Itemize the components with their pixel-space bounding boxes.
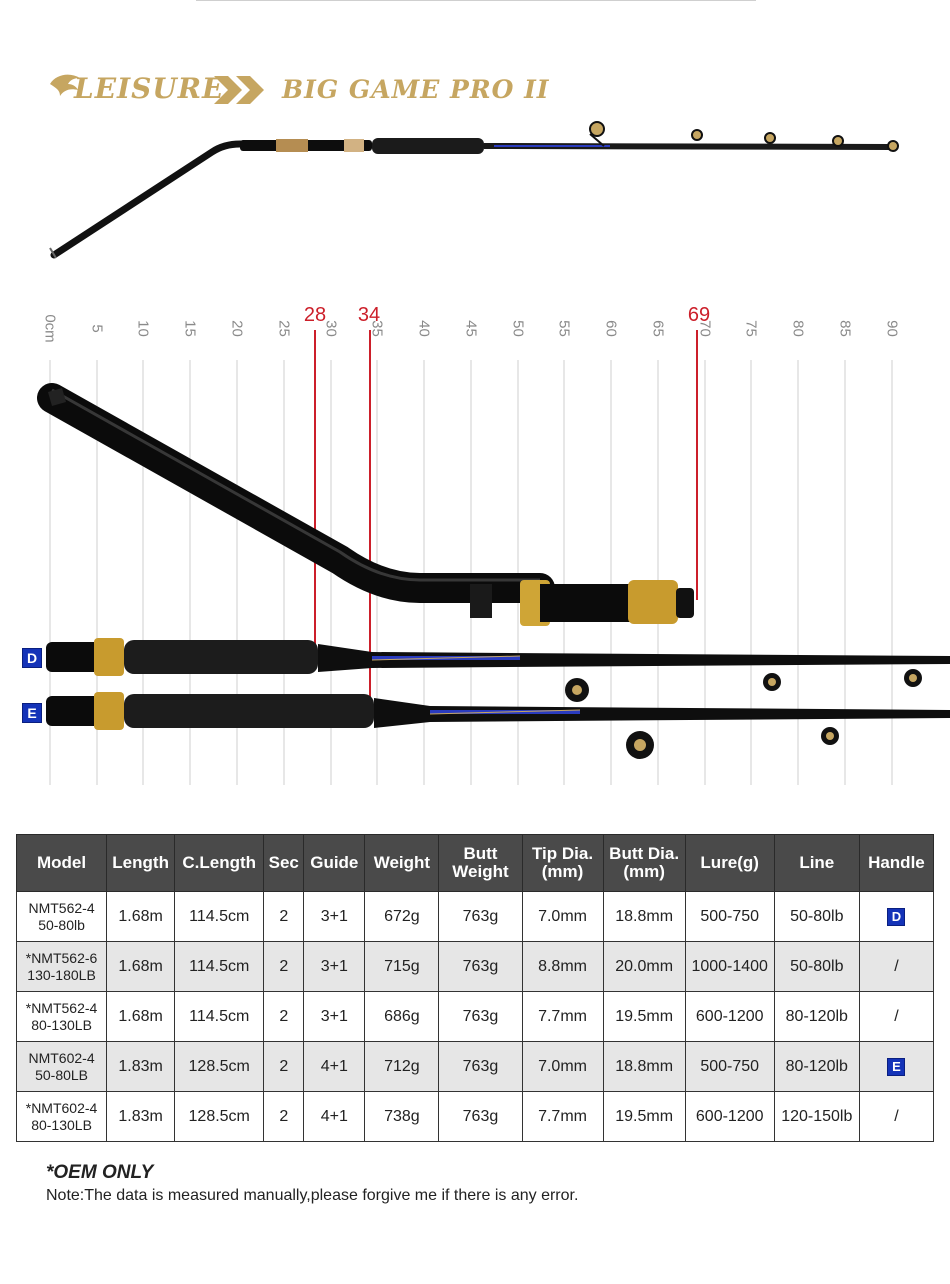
header-guide: Guide — [304, 835, 365, 892]
cell-tip-dia: 8.8mm — [522, 942, 603, 992]
ruler-tick-label: 25 — [275, 320, 293, 337]
handle-badge: E — [887, 1058, 905, 1076]
table-header-row — [17, 835, 934, 892]
model-rating: 130-180LB — [27, 966, 96, 983]
cell-c-length: 114.5cm — [175, 942, 264, 992]
header-weight: Weight — [365, 835, 439, 892]
cell-butt-dia: 19.5mm — [603, 1092, 685, 1142]
cell-length: 1.68m — [107, 942, 175, 992]
measurement-note: Note:The data is measured manually,please forgive me if there is any error. — [46, 1187, 579, 1204]
handle-e-rod — [46, 692, 950, 759]
model-code: *NMT562-4 — [25, 999, 98, 1016]
cell-tip-dia: 7.0mm — [522, 1042, 603, 1092]
cell-guide: 4+1 — [304, 1092, 365, 1142]
cell-guide: 4+1 — [304, 1042, 365, 1092]
header-sec: Sec — [264, 835, 304, 892]
brand-name: LEISURE — [74, 72, 225, 105]
ruler-tick-label: 20 — [228, 320, 246, 337]
header-lure: Lure(g) — [685, 835, 774, 892]
handle-e-badge: E — [22, 703, 42, 723]
product-name: BIG GAME PRO II — [282, 75, 550, 104]
oem-notice: *OEM ONLY — [46, 1162, 154, 1183]
cell-line: 80-120lb — [774, 1042, 859, 1092]
marker-label-28: 28 — [303, 304, 327, 326]
header-butt-weight-line2: Weight — [452, 862, 509, 881]
cell-butt-dia: 19.5mm — [603, 992, 685, 1042]
ruler-tick-label: 30 — [322, 320, 340, 337]
cell-line: 50-80lb — [774, 892, 859, 942]
cell-length: 1.83m — [107, 1042, 175, 1092]
header-butt-dia — [603, 835, 685, 892]
cell-butt-dia: 18.8mm — [603, 1042, 685, 1092]
table-row — [17, 1042, 934, 1092]
handle-d-badge: D — [22, 648, 42, 668]
cell-handle — [859, 1042, 933, 1092]
header-model: Model — [17, 835, 107, 892]
cell-c-length: 128.5cm — [175, 1092, 264, 1142]
cell-butt-weight: 763g — [439, 1092, 522, 1142]
cell-length: 1.68m — [107, 992, 175, 1042]
cell-handle: / — [859, 1092, 933, 1142]
cell-guide: 3+1 — [304, 892, 365, 942]
cell-tip-dia: 7.0mm — [522, 892, 603, 942]
cell-butt-weight: 763g — [439, 892, 522, 942]
cell-model — [17, 942, 107, 992]
cell-model — [17, 1092, 107, 1142]
cell-guide: 3+1 — [304, 992, 365, 1042]
header-handle: Handle — [859, 835, 933, 892]
header-line: Line — [774, 835, 859, 892]
marker-label-69: 69 — [687, 304, 711, 326]
ruler-tick-label: 75 — [742, 320, 760, 337]
table-row — [17, 1092, 934, 1142]
ruler-tick-label: 45 — [462, 320, 480, 337]
model-rating: 50-80LB — [35, 1066, 89, 1083]
cell-tip-dia: 7.7mm — [522, 992, 603, 1042]
spec-table — [16, 834, 934, 1142]
cell-guide: 3+1 — [304, 942, 365, 992]
cell-weight: 672g — [365, 892, 439, 942]
cell-model — [17, 992, 107, 1042]
cell-lure: 500-750 — [685, 892, 774, 942]
cell-weight: 712g — [365, 1042, 439, 1092]
cell-model — [17, 892, 107, 942]
cell-butt-weight: 763g — [439, 1042, 522, 1092]
ruler-tick-label: 55 — [555, 320, 573, 337]
cell-line: 120-150lb — [774, 1092, 859, 1142]
cell-handle — [859, 892, 933, 942]
cell-model — [17, 1042, 107, 1092]
ruler-tick-label: 90 — [883, 320, 901, 337]
cell-weight: 715g — [365, 942, 439, 992]
ruler-tick-label: 60 — [602, 320, 620, 337]
cell-c-length: 114.5cm — [175, 892, 264, 942]
table-row — [17, 992, 934, 1042]
cell-lure: 1000-1400 — [685, 942, 774, 992]
model-rating: 50-80lb — [38, 916, 85, 933]
header-butt-weight-line1: Butt — [463, 844, 498, 863]
header-length: Length — [107, 835, 175, 892]
cell-lure: 600-1200 — [685, 1092, 774, 1142]
model-code: NMT602-4 — [28, 1049, 95, 1066]
marker-lines — [315, 330, 697, 697]
cell-handle: / — [859, 992, 933, 1042]
cell-sec: 2 — [264, 992, 304, 1042]
table-row — [17, 892, 934, 942]
cell-c-length: 128.5cm — [175, 1042, 264, 1092]
ruler-tick-label: 10 — [134, 320, 152, 337]
ruler-tick-label: 80 — [789, 320, 807, 337]
ruler-unit-label: 0cm — [41, 314, 59, 343]
ruler-tick-label: 5 — [88, 324, 106, 333]
ruler-tick-label: 65 — [649, 320, 667, 337]
model-code: *NMT562-6 — [25, 949, 98, 966]
ruler-tick-label: 40 — [415, 320, 433, 337]
cell-handle: / — [859, 942, 933, 992]
cell-length: 1.68m — [107, 892, 175, 942]
cell-weight: 686g — [365, 992, 439, 1042]
marker-label-34: 34 — [357, 304, 381, 326]
cell-weight: 738g — [365, 1092, 439, 1142]
cell-lure: 500-750 — [685, 1042, 774, 1092]
cell-sec: 2 — [264, 942, 304, 992]
cell-lure: 600-1200 — [685, 992, 774, 1042]
cell-sec: 2 — [264, 892, 304, 942]
header-tip-dia — [522, 835, 603, 892]
cell-sec: 2 — [264, 1092, 304, 1142]
ruler-tick-label: 50 — [509, 320, 527, 337]
ruler-tick-label: 15 — [181, 320, 199, 337]
cell-line: 80-120lb — [774, 992, 859, 1042]
ruler-tick-label: 35 — [368, 320, 386, 337]
header-c-length: C.Length — [175, 835, 264, 892]
model-code: *NMT602-4 — [25, 1099, 98, 1116]
table-row — [17, 942, 934, 992]
header-tip-dia-line2: (mm) — [541, 862, 584, 881]
header-butt-dia-line2: (mm) — [623, 862, 665, 881]
cell-butt-weight: 763g — [439, 942, 522, 992]
handle-d-rod — [46, 638, 950, 702]
header-tip-dia-line1: Tip Dia. — [531, 844, 594, 863]
handle-badge: D — [887, 908, 905, 926]
cell-tip-dia: 7.7mm — [522, 1092, 603, 1142]
model-rating: 80-130LB — [31, 1016, 92, 1033]
butt-gold-ferrule — [628, 580, 678, 624]
cell-butt-weight: 763g — [439, 992, 522, 1042]
cell-line: 50-80lb — [774, 942, 859, 992]
cell-c-length: 114.5cm — [175, 992, 264, 1042]
header-butt-weight — [439, 835, 522, 892]
cell-butt-dia: 20.0mm — [603, 942, 685, 992]
header-butt-dia-line1: Butt Dia. — [609, 844, 680, 863]
cell-sec: 2 — [264, 1042, 304, 1092]
ruler-tick-label: 85 — [836, 320, 854, 337]
model-rating: 80-130LB — [31, 1116, 92, 1133]
ruler-tick-label: 70 — [696, 320, 714, 337]
cell-butt-dia: 18.8mm — [603, 892, 685, 942]
cell-length: 1.83m — [107, 1092, 175, 1142]
model-code: NMT562-4 — [28, 899, 95, 916]
